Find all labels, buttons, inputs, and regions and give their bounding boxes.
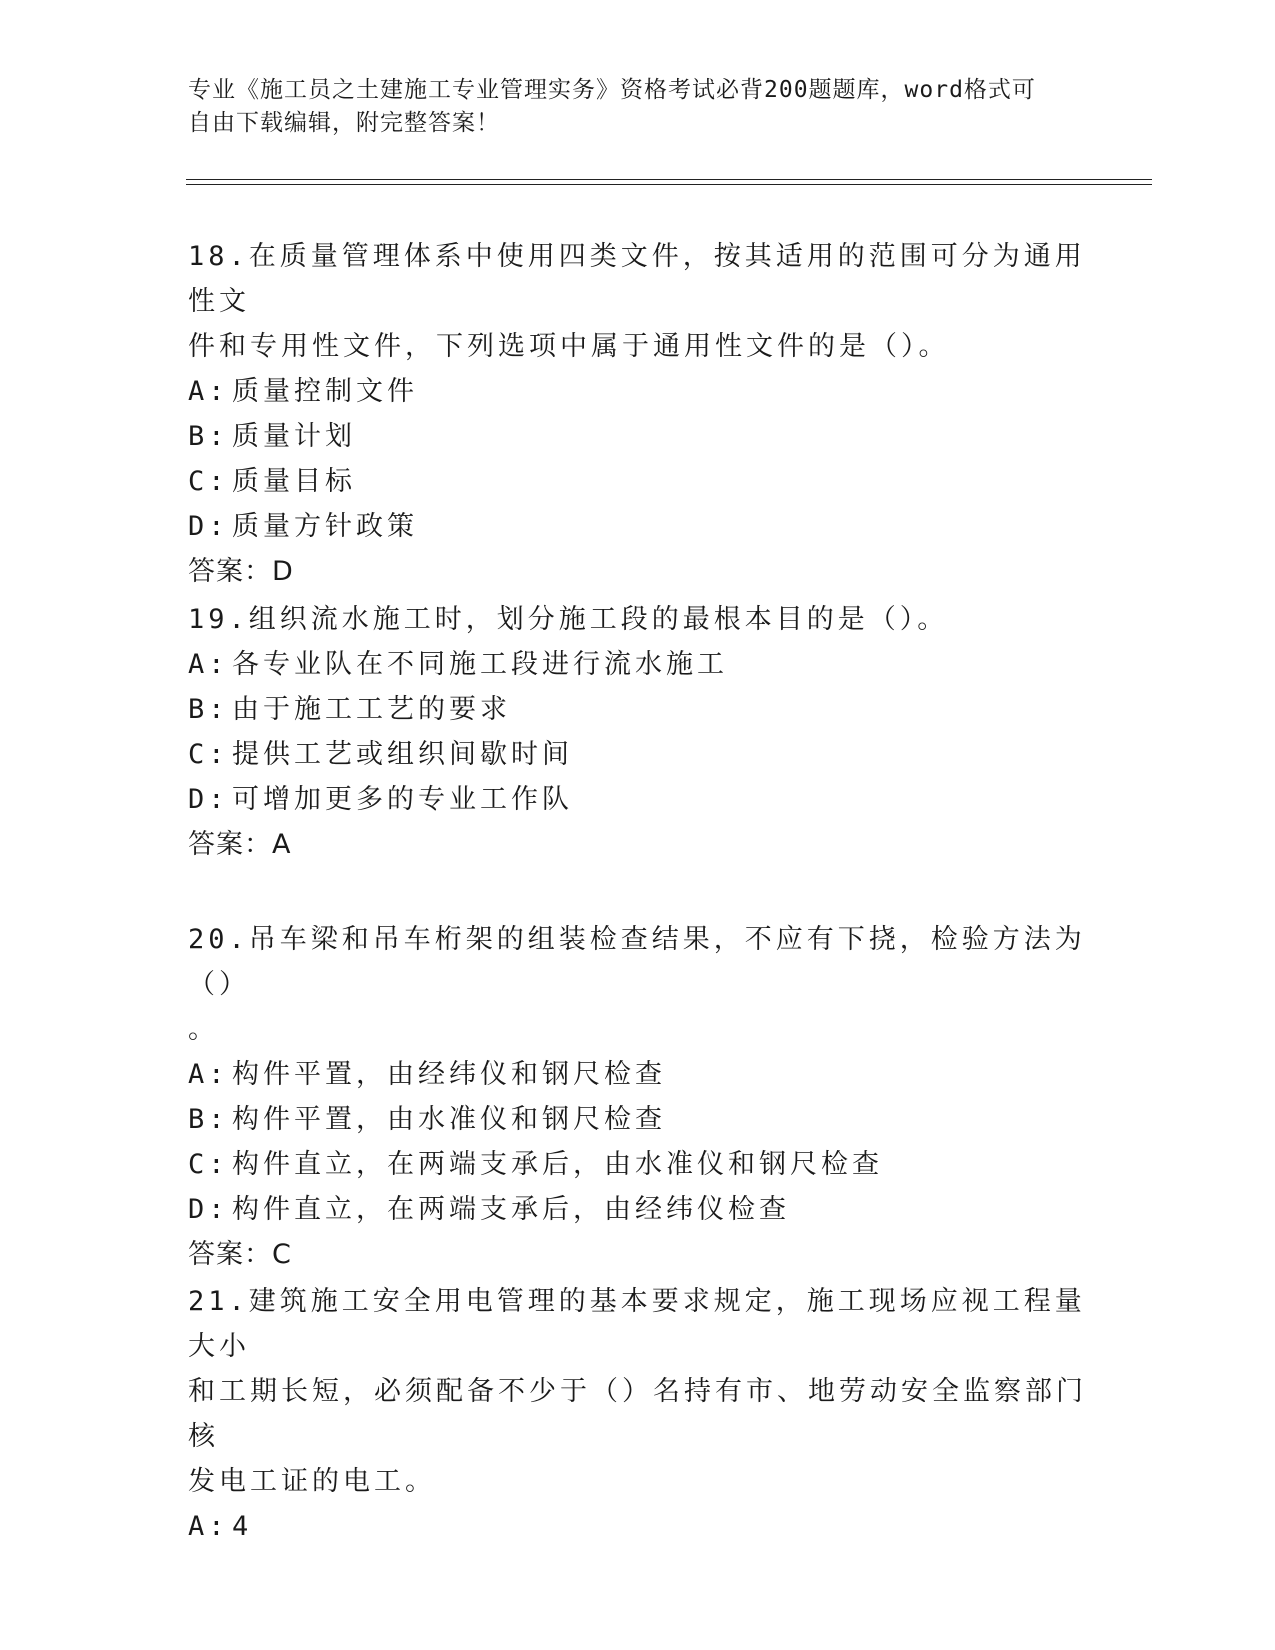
option-c bbox=[188, 459, 1088, 504]
question-stem: 件和专用性文件，下列选项中属于通用性文件的是（）。 bbox=[188, 331, 950, 362]
option-a bbox=[188, 369, 1088, 414]
option-letter: A: bbox=[188, 649, 229, 680]
option-letter: C: bbox=[188, 466, 229, 497]
option-letter: D: bbox=[188, 1194, 229, 1225]
option-letter: A: bbox=[188, 1059, 229, 1090]
option-text: 构件直立，在两端支承后，由经纬仪检查 bbox=[232, 1194, 790, 1225]
option-letter: B: bbox=[188, 694, 229, 725]
option-text: 质量目标 bbox=[232, 466, 356, 497]
option-letter: A: bbox=[188, 376, 229, 407]
question-stem: 发电工证的电工。 bbox=[188, 1466, 436, 1497]
option-text: 构件平置，由经纬仪和钢尺检查 bbox=[232, 1059, 666, 1090]
option-text: 质量方针政策 bbox=[232, 511, 418, 542]
answer-line: 答案：A bbox=[188, 829, 292, 860]
question-18 bbox=[188, 234, 1088, 595]
answer-line: 答案：C bbox=[188, 1239, 292, 1270]
option-text: 由于施工工艺的要求 bbox=[232, 694, 511, 725]
option-letter: B: bbox=[188, 1104, 229, 1135]
option-d bbox=[188, 777, 1088, 822]
option-letter: C: bbox=[188, 739, 229, 770]
header-title-line-2: 自由下载编辑，附完整答案！ bbox=[188, 110, 500, 136]
option-a bbox=[188, 642, 1088, 687]
option-text: 质量计划 bbox=[232, 421, 356, 452]
option-b bbox=[188, 687, 1088, 732]
option-d bbox=[188, 504, 1088, 549]
question-stem: 21.建筑施工安全用电管理的基本要求规定，施工现场应视工程量大小 bbox=[188, 1286, 1086, 1362]
option-b bbox=[188, 1097, 1088, 1142]
option-text: 提供工艺或组织间歇时间 bbox=[232, 739, 573, 770]
option-text: 质量控制文件 bbox=[232, 376, 418, 407]
option-text: 构件直立，在两端支承后，由水准仪和钢尺检查 bbox=[232, 1149, 883, 1180]
header-title-line-1: 专业《施工员之土建施工专业管理实务》资格考试必背200题题库，word格式可 bbox=[188, 77, 1036, 103]
option-a bbox=[188, 1052, 1088, 1097]
question-19 bbox=[188, 597, 1088, 868]
option-letter: B: bbox=[188, 421, 229, 452]
document-header bbox=[188, 74, 1088, 140]
option-b bbox=[188, 414, 1088, 459]
answer-line: 答案：D bbox=[188, 556, 294, 587]
option-text: 可增加更多的专业工作队 bbox=[232, 784, 573, 815]
question-stem: 和工期长短，必须配备不少于（）名持有市、地劳动安全监察部门核 bbox=[188, 1376, 1087, 1452]
question-21 bbox=[188, 1279, 1088, 1549]
question-20 bbox=[188, 917, 1088, 1278]
option-d bbox=[188, 1187, 1088, 1232]
option-text: 各专业队在不同施工段进行流水施工 bbox=[232, 649, 728, 680]
option-letter: D: bbox=[188, 784, 229, 815]
question-stem: 。 bbox=[188, 1014, 219, 1045]
option-text: 构件平置，由水准仪和钢尺检查 bbox=[232, 1104, 666, 1135]
option-c bbox=[188, 732, 1088, 777]
option-c bbox=[188, 1142, 1088, 1187]
question-stem: 18.在质量管理体系中使用四类文件，按其适用的范围可分为通用性文 bbox=[188, 241, 1086, 317]
question-stem: 20.吊车梁和吊车桁架的组装检查结果，不应有下挠，检验方法为（） bbox=[188, 924, 1086, 1000]
question-stem: 19.组织流水施工时，划分施工段的最根本目的是（）。 bbox=[188, 604, 949, 635]
header-divider-bottom bbox=[186, 184, 1152, 185]
option-letter: C: bbox=[188, 1149, 229, 1180]
option-letter: D: bbox=[188, 511, 229, 542]
header-divider-top bbox=[186, 179, 1152, 180]
option-text: 4 bbox=[232, 1511, 253, 1542]
option-a bbox=[188, 1504, 1088, 1549]
option-letter: A: bbox=[188, 1511, 229, 1542]
